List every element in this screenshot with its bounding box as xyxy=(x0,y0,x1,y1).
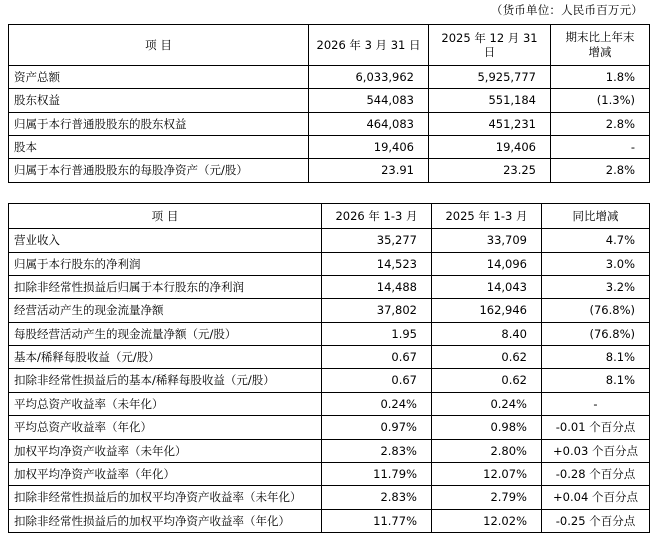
row-current: 1.95 xyxy=(322,322,432,345)
table-header-row xyxy=(9,25,650,66)
table-row xyxy=(9,509,650,532)
table-row xyxy=(9,322,650,345)
row-change: -0.28 个百分点 xyxy=(542,462,650,485)
row-current: 0.67 xyxy=(322,346,432,369)
row-previous: 451,231 xyxy=(429,112,551,135)
row-label: 扣除非经常性损益后的加权平均净资产收益率（年化） xyxy=(9,509,322,532)
row-label: 归属于本行股东的净利润 xyxy=(9,252,322,275)
header-change xyxy=(551,25,650,66)
row-previous: 551,184 xyxy=(429,89,551,112)
row-change: +0.03 个百分点 xyxy=(542,439,650,462)
row-label: 营业收入 xyxy=(9,229,322,252)
row-label: 基本/稀释每股收益（元/股） xyxy=(9,346,322,369)
row-label: 平均总资产收益率（年化） xyxy=(9,416,322,439)
table-row xyxy=(9,65,650,88)
table-row xyxy=(9,89,650,112)
header-item: 项 目 xyxy=(9,25,309,66)
table-row xyxy=(9,369,650,392)
balance-summary-table xyxy=(8,24,650,183)
header-item: 项 目 xyxy=(9,203,322,228)
row-change: 3.0% xyxy=(542,252,650,275)
row-current: 2.83% xyxy=(322,486,432,509)
table-row xyxy=(9,486,650,509)
row-label: 归属于本行普通股股东的股东权益 xyxy=(9,112,309,135)
row-change: -0.01 个百分点 xyxy=(542,416,650,439)
row-change: - xyxy=(542,392,650,415)
row-change: - xyxy=(551,136,650,159)
row-current: 2.83% xyxy=(322,439,432,462)
row-current: 14,523 xyxy=(322,252,432,275)
row-change: (1.3%) xyxy=(551,89,650,112)
row-previous: 33,709 xyxy=(432,229,542,252)
row-previous: 0.24% xyxy=(432,392,542,415)
table-row xyxy=(9,392,650,415)
row-current: 11.79% xyxy=(322,462,432,485)
row-previous: 12.02% xyxy=(432,509,542,532)
currency-unit-note: （货币单位：人民币百万元） xyxy=(490,3,643,17)
row-label: 每股经营活动产生的现金流量净额（元/股） xyxy=(9,322,322,345)
header-change-line2: 增减 xyxy=(588,44,612,59)
table-row xyxy=(9,439,650,462)
row-current: 464,083 xyxy=(309,112,429,135)
row-previous: 2.80% xyxy=(432,439,542,462)
row-label: 扣除非经常性损益后的加权平均净资产收益率（未年化） xyxy=(9,486,322,509)
row-previous: 14,096 xyxy=(432,252,542,275)
table-row xyxy=(9,112,650,135)
row-previous: 23.25 xyxy=(429,159,551,182)
header-change: 同比增减 xyxy=(542,203,650,228)
row-change: (76.8%) xyxy=(542,299,650,322)
table-row xyxy=(9,136,650,159)
header-previous-period: 2025 年 12 月 31 日 xyxy=(429,25,551,66)
row-current: 11.77% xyxy=(322,509,432,532)
row-label: 股本 xyxy=(9,136,309,159)
row-label: 扣除非经常性损益后归属于本行股东的净利润 xyxy=(9,275,322,298)
row-change: 3.2% xyxy=(542,275,650,298)
row-label: 加权平均净资产收益率（年化） xyxy=(9,462,322,485)
table-row xyxy=(9,416,650,439)
row-label: 平均总资产收益率（未年化） xyxy=(9,392,322,415)
row-current: 0.97% xyxy=(322,416,432,439)
row-current: 19,406 xyxy=(309,136,429,159)
row-previous: 19,406 xyxy=(429,136,551,159)
row-change: 1.8% xyxy=(551,65,650,88)
row-label: 资产总额 xyxy=(9,65,309,88)
row-change: -0.25 个百分点 xyxy=(542,509,650,532)
row-label: 经营活动产生的现金流量净额 xyxy=(9,299,322,322)
row-previous: 0.62 xyxy=(432,369,542,392)
row-current: 6,033,962 xyxy=(309,65,429,88)
income-summary-table xyxy=(8,203,650,533)
row-current: 35,277 xyxy=(322,229,432,252)
table-header-row xyxy=(9,203,650,228)
table-row xyxy=(9,299,650,322)
row-change: (76.8%) xyxy=(542,322,650,345)
row-label: 扣除非经常性损益后的基本/稀释每股收益（元/股） xyxy=(9,369,322,392)
table-row xyxy=(9,346,650,369)
header-previous-period: 2025 年 1-3 月 xyxy=(432,203,542,228)
row-change: 2.8% xyxy=(551,159,650,182)
row-current: 37,802 xyxy=(322,299,432,322)
row-current: 23.91 xyxy=(309,159,429,182)
row-current: 14,488 xyxy=(322,275,432,298)
row-previous: 2.79% xyxy=(432,486,542,509)
row-change: 4.7% xyxy=(542,229,650,252)
row-label: 加权平均净资产收益率（未年化） xyxy=(9,439,322,462)
table-spacer xyxy=(8,183,649,203)
row-label: 股东权益 xyxy=(9,89,309,112)
row-change: 8.1% xyxy=(542,369,650,392)
table-row xyxy=(9,229,650,252)
header-current-period: 2026 年 3 月 31 日 xyxy=(309,25,429,66)
table-row xyxy=(9,462,650,485)
table-row xyxy=(9,275,650,298)
row-previous: 8.40 xyxy=(432,322,542,345)
row-current: 0.24% xyxy=(322,392,432,415)
row-previous: 0.98% xyxy=(432,416,542,439)
row-previous: 5,925,777 xyxy=(429,65,551,88)
row-change: 8.1% xyxy=(542,346,650,369)
row-change: +0.04 个百分点 xyxy=(542,486,650,509)
table-row xyxy=(9,252,650,275)
header-change-line1: 期末比上年末 xyxy=(565,30,635,44)
table-row xyxy=(9,159,650,182)
row-previous: 12.07% xyxy=(432,462,542,485)
header-current-period: 2026 年 1-3 月 xyxy=(322,203,432,228)
row-change: 2.8% xyxy=(551,112,650,135)
row-label: 归属于本行普通股股东的每股净资产（元/股） xyxy=(9,159,309,182)
row-previous: 162,946 xyxy=(432,299,542,322)
row-previous: 0.62 xyxy=(432,346,542,369)
row-current: 0.67 xyxy=(322,369,432,392)
row-current: 544,083 xyxy=(309,89,429,112)
row-previous: 14,043 xyxy=(432,275,542,298)
